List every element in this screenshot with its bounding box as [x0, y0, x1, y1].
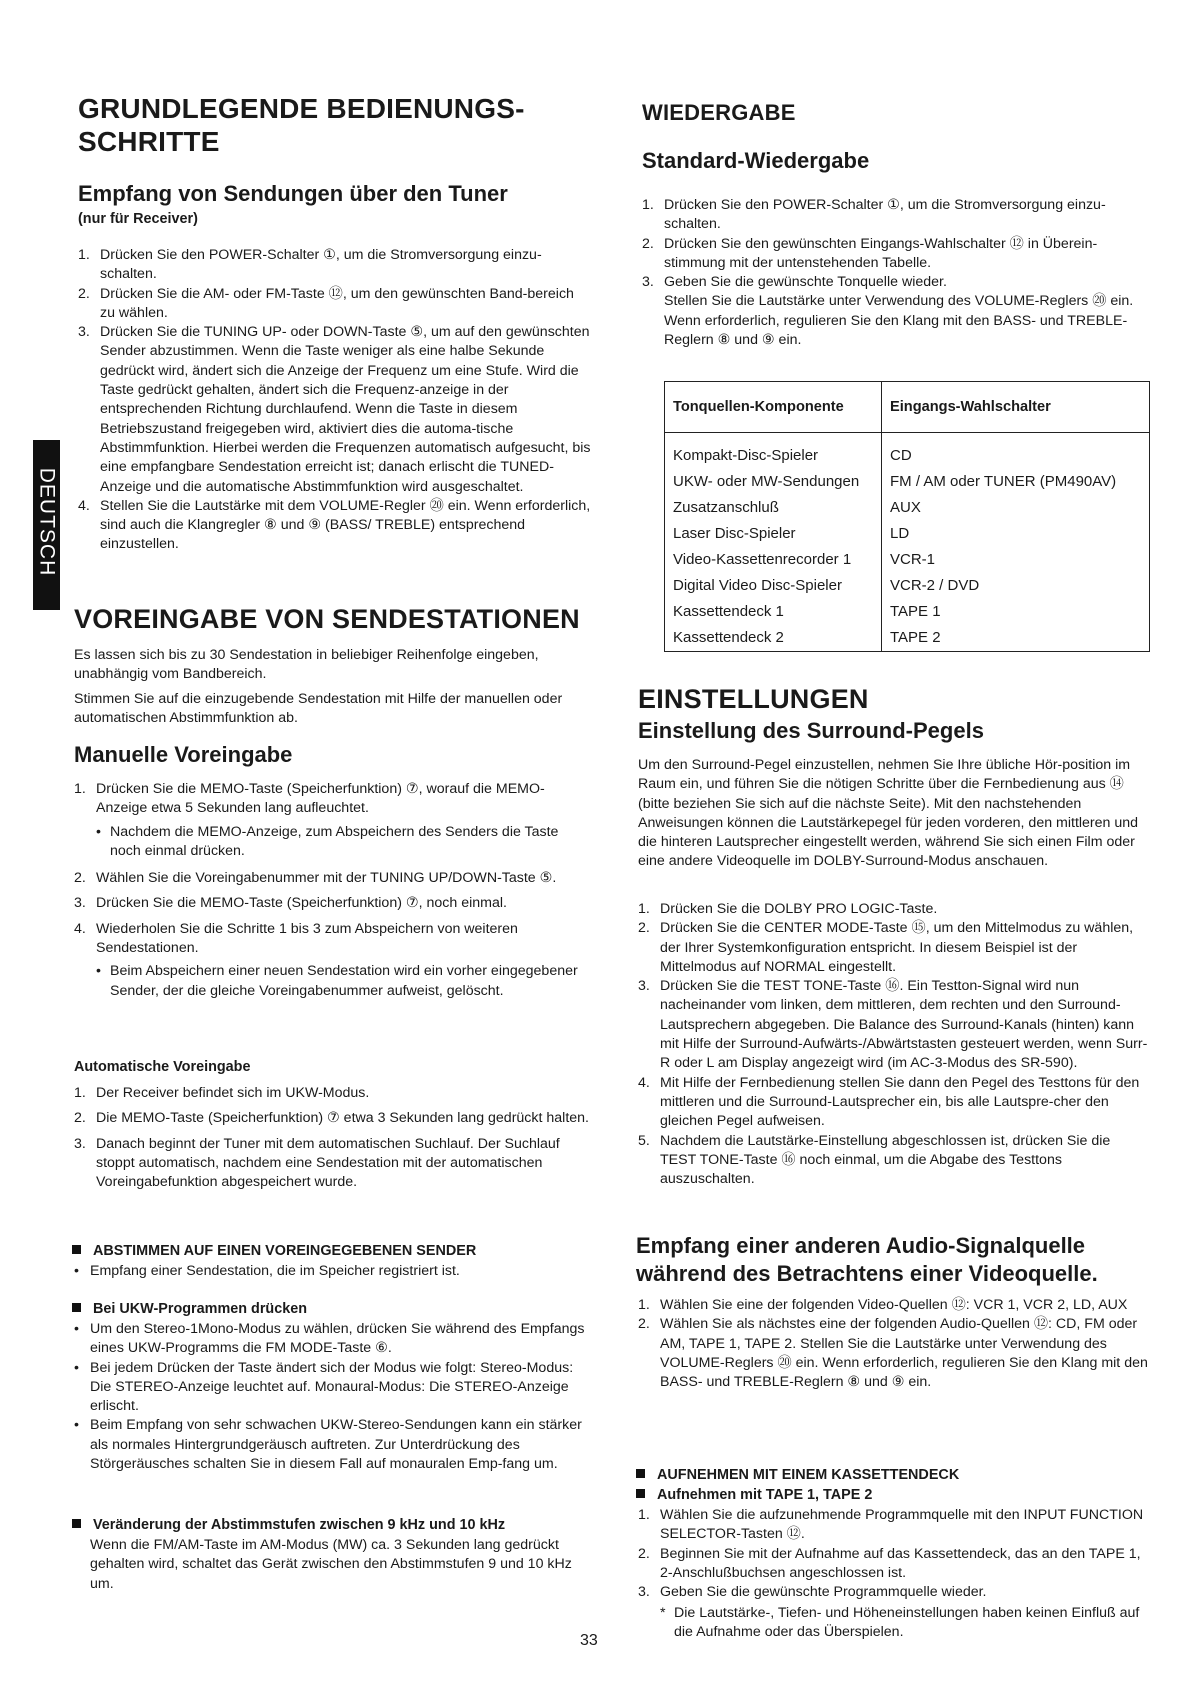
- list-item: 3. Geben Sie die gewünschte Programmquelle wieder.: [638, 1584, 987, 1601]
- list-item: 1. Wählen Sie eine der folgenden Video-Quellen ⑫: VCR 1, VCR 2, LD, AUX: [638, 1297, 1128, 1313]
- list-item: 4. Mit Hilfe der Fernbedienung stellen Sie dann den Pegel des Testtons für den mittleren und die Surround-Lautsprecher ein, bis alle Lautspre-cher den gleichen Pegel aufweisen.: [638, 1074, 1140, 1130]
- tuner-steps: [78, 246, 592, 555]
- manual-sub-4: • Beim Abspeichern einer neuen Sendestation wird ein vorher eingegebener Sender, der die gleiche Voreingabenummer aufweist, gelöscht.: [96, 963, 578, 999]
- recording-note: * Die Lautstärke-, Tiefen- und Höheneinstellungen haben keinen Einfluß auf die Aufnahme oder das Überspielen.: [660, 1605, 1140, 1641]
- list-item: 1. Drücken Sie den POWER-Schalter ①, um die Stromversorgung einzu-schalten.: [78, 247, 542, 283]
- manual-heading: Manuelle Voreingabe: [74, 742, 293, 767]
- language-tab: [33, 440, 60, 610]
- list-item: 2. Drücken Sie die AM- oder FM-Taste ⑫, um den gewünschten Band-bereich zu wählen.: [78, 285, 574, 321]
- list-item: 1. Der Receiver befindet sich im UKW-Modus.: [74, 1085, 370, 1101]
- surround-steps: [638, 900, 1148, 1189]
- recording-heading: AUFNEHMEN MIT EINEM KASSETTENDECK: [636, 1466, 959, 1485]
- auto-steps: [74, 1084, 592, 1192]
- section-title-basic: [78, 92, 598, 158]
- list-item: 3. Drücken Sie die TUNING UP- oder DOWN-Taste ⑤, um auf den gewünschten Sender abzustimmen. Wenn die Taste weniger als eine halbe Sekunde gedrückt wird, ändert sich die Anzeige der Frequenz um eine Stufe. Wird die Taste gedrückt gehalten, ändert sich die Frequenz-anzeige in der entsprechenden Richtung durchlaufend. Wenn die Taste in diesem Betriebszustand freigegeben wird, aktiviert dies die automa-tische Abstimmfunktion. Hierbei werden die Frequenzen automatisch aufgesucht, bis eine empfangbare Sendestation erreicht ist; danach erlischt die TUNED-Anzeige und die automatische Abstimmfunktion wird ausgeschaltet.: [78, 324, 591, 495]
- fm-bullets: [72, 1320, 590, 1474]
- tuner-subheading: (nur für Receiver): [78, 211, 198, 227]
- table-header: Eingangs-Wahlschalter: [882, 382, 1150, 433]
- table-row: Zusatzanschluß AUX: [665, 495, 1150, 521]
- list-item: 2. Wählen Sie als nächstes eine der folgenden Audio-Quellen ⑫: CD, FM oder AM, TAPE 1, TAPE 2. Stellen Sie die Lautstärke unter Verwendung des VOLUME-Reglers ⑳ ein. Wenn erforderlich, regulieren Sie den Klang mit den BASS- und TREBLE-Reglern ⑧ und ⑨ ein.: [638, 1316, 1148, 1391]
- recording-steps: [638, 1506, 1148, 1602]
- table-row: Video-Kassettenrecorder 1 VCR-1: [665, 547, 1150, 573]
- list-item: 3. Danach beginnt der Tuner mit dem automatischen Suchlauf. Der Suchlauf stoppt automatisch, nachdem eine Sendestation mit der automatischen Voreingabefunktion abgespeichert wurde.: [74, 1135, 560, 1191]
- list-item: • Um den Stereo-1Mono-Modus zu wählen, drücken Sie während des Empfangs eines UKW-Programms die FM MODE-Taste ⑥.: [74, 1321, 585, 1357]
- table-row: Laser Disc-Spieler LD: [665, 521, 1150, 547]
- recording-subheading: Aufnehmen mit TAPE 1, TAPE 2: [636, 1486, 872, 1505]
- recall-bullet: • Empfang einer Sendestation, die im Speicher registriert ist.: [74, 1263, 460, 1279]
- audio-heading-line-2: während des Betrachtens einer Videoquelle.: [636, 1261, 1098, 1286]
- preset-paragraph-2: Stimmen Sie auf die einzugebende Sendestation mit Hilfe der manuellen oder automatischen Abstimmfunktion ab.: [74, 691, 563, 727]
- manual-steps: [74, 780, 592, 1001]
- list-item: 1. Drücken Sie die MEMO-Taste (Speicherfunktion) ⑦, worauf die MEMO-Anzeige etwa 5 Sekunden lang aufleuchtet.: [74, 781, 545, 817]
- surround-heading: Einstellung des Surround-Pegels: [638, 718, 984, 743]
- table-row: Digital Video Disc-Spieler VCR-2 / DVD: [665, 573, 1150, 599]
- audio-heading-line-1: Empfang einer anderen Audio-Signalquelle: [636, 1233, 1086, 1258]
- list-item: • Bei jedem Drücken der Taste ändert sich der Modus wie folgt: Stereo-Modus: Die STEREO-Anzeige leuchtet auf. Monaural-Modus: Die STEREO-Anzeige erlischt.: [74, 1359, 574, 1415]
- page-number: 33: [580, 1632, 598, 1649]
- auto-heading: Automatische Voreingabe: [74, 1059, 251, 1075]
- title-line-1: GRUNDLEGENDE BEDIENUNGS-: [78, 93, 525, 124]
- list-item: • Beim Empfang von sehr schwachen UKW-Stereo-Sendungen kann ein stärker als normales Hintergrundgeräusch auftreten. Zur Unterdrückung des Störgeräusches schalten Sie in diesem Fall auf monauralen Emp-fang um.: [74, 1417, 582, 1473]
- table-header: Tonquellen-Komponente: [665, 382, 882, 433]
- settings-title: EINSTELLUNGEN: [638, 684, 869, 714]
- manual-sub-1: • Nachdem die MEMO-Anzeige, zum Abspeichern des Senders die Taste noch einmal drücken.: [96, 823, 559, 859]
- preset-paragraph-1: Es lassen sich bis zu 30 Sendestation in beliebiger Reihenfolge eingeben, unabhängig vom Bandbereich.: [74, 647, 539, 683]
- list-item: 1. Drücken Sie die DOLBY PRO LOGIC-Taste.: [638, 901, 938, 917]
- table-header-row: [665, 382, 1150, 433]
- list-item: 4. Stellen Sie die Lautstärke mit dem VOLUME-Regler ⑳ ein. Wenn erforderlich, sind auch die Klangregler ⑧ und ⑨ (BASS/ TREBLE) entsprechend einzustellen.: [78, 497, 591, 553]
- list-item: 5. Nachdem die Lautstärke-Einstellung abgeschlossen ist, drücken Sie die TEST TONE-Taste ⑯ noch einmal, um die Abgabe des Testtons auszuschalten.: [638, 1132, 1111, 1188]
- table-row: Kassettendeck 2 TAPE 2: [665, 625, 1150, 652]
- list-item: 3. Drücken Sie die TEST TONE-Taste ⑯. Ein Testton-Signal wird nun nacheinander vom linken, dem mittleren, dem rechten und den Surround-Lautsprechern abgegeben. Die Balance des Surround-Kanals (hinten) kann mit Hilfe der Surround-Aufwärts-/Abwärtstasten gesteuert werden, wenn Surr-R oder L am Display angezeigt wird (im AC-3-Modus des SR-590).: [638, 978, 1148, 1072]
- step-text: Wenn die FM/AM-Taste im AM-Modus (MW) ca. 3 Sekunden lang gedrückt gehalten wird, schaltet das Gerät zwischen den Abstimmstufen 9 und 10 kHz um.: [90, 1537, 572, 1592]
- table-row: Kassettendeck 1 TAPE 1: [665, 599, 1150, 625]
- tuner-heading: Empfang von Sendungen über den Tuner: [78, 181, 508, 206]
- list-item: 3. Geben Sie die gewünschte Tonquelle wieder. Stellen Sie die Lautstärke unter Verwendung des VOLUME-Reglers ⑳ ein. Wenn erforderlich, regulieren Sie den Klang mit den BASS- und TREBLE-Reglern ⑧ und ⑨ ein.: [642, 274, 1134, 349]
- audio-steps: [638, 1296, 1148, 1392]
- step-heading: Veränderung der Abstimmstufen zwischen 9 kHz und 10 kHz: [72, 1516, 505, 1535]
- list-item: 4. Wiederholen Sie die Schritte 1 bis 3 zum Abspeichern von weiteren Sendestationen.: [74, 920, 518, 957]
- title-line-2: SCHRITTE: [78, 126, 220, 157]
- list-item: 2. Wählen Sie die Voreingabenummer mit der TUNING UP/DOWN-Taste ⑤.: [74, 870, 557, 887]
- preset-title: VOREINGABE VON SENDESTATIONEN: [74, 604, 580, 634]
- list-item: 2. Drücken Sie die CENTER MODE-Taste ⑮, um den Mittelmodus zu wählen, der Ihrer Systemkonfiguration entspricht. In diesem Beispiel ist der Mittelmodus auf NORMAL eingestellt.: [638, 920, 1134, 975]
- list-item: 1. Wählen Sie die aufzunehmende Programmquelle mit den INPUT FUNCTION SELECTOR-Tasten ⑫.: [638, 1507, 1144, 1543]
- list-item: 3. Drücken Sie die MEMO-Taste (Speicherfunktion) ⑦, noch einmal.: [74, 895, 507, 912]
- list-item: 2. Beginnen Sie mit der Aufnahme auf das Kassettendeck, das an den TAPE 1, 2-Anschlußbuchsen angeschlossen ist.: [638, 1545, 1141, 1581]
- standard-playback-heading: Standard-Wiedergabe: [642, 148, 870, 173]
- input-selector-table: [664, 381, 1150, 652]
- language-tab-label: DEUTSCH: [35, 467, 59, 577]
- table-row: UKW- oder MW-Sendungen FM / AM oder TUNER (PM490AV): [665, 469, 1150, 495]
- recall-heading: ABSTIMMEN AUF EINEN VOREINGEGEBENEN SENDER: [72, 1242, 476, 1261]
- table-row: Kompakt-Disc-Spieler CD: [665, 443, 1150, 469]
- playback-title: WIEDERGABE: [642, 100, 796, 125]
- surround-paragraph: Um den Surround-Pegel einzustellen, nehmen Sie Ihre übliche Hör-position im Raum ein, und führen Sie die nötigen Schritte über die Fernbedienung aus ⑭ (bitte beziehen Sie sich auf die nächste Seite). Mit den nachstehenden Anweisungen können die Lautstärkepegel für jeden vorderen, den mittleren und die hinteren Lautsprecher eingestellt werden, während Sie sich einen Film oder eine andere Videoquelle im DOLBY-Surround-Modus anschauen.: [638, 757, 1139, 870]
- fm-heading: Bei UKW-Programmen drücken: [72, 1300, 307, 1319]
- audio-source-heading: [636, 1232, 1098, 1288]
- list-item: 2. Die MEMO-Taste (Speicherfunktion) ⑦ etwa 3 Sekunden lang gedrückt halten.: [74, 1110, 589, 1127]
- list-item: 2. Drücken Sie den gewünschten Eingangs-Wahlschalter ⑫ in Überein-stimmung mit der untenstehenden Tabelle.: [642, 235, 1098, 271]
- standard-steps: [642, 196, 1148, 350]
- list-item: 1. Drücken Sie den POWER-Schalter ①, um die Stromversorgung einzu-schalten.: [642, 197, 1106, 233]
